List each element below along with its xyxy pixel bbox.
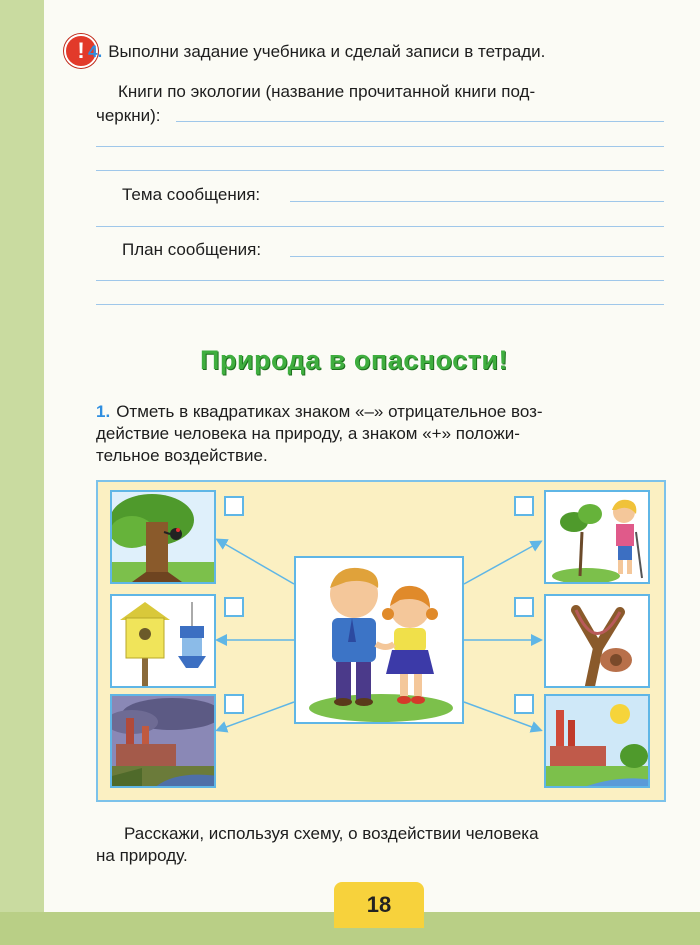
girl-planting-tree-picture xyxy=(544,490,650,584)
birdhouse-feeder-picture xyxy=(110,594,216,688)
page-number: 18 xyxy=(334,882,424,928)
topic-label: Тема сообщения: xyxy=(122,185,261,204)
task1-line1: 1. Отметь в квадратиках знаком «–» отрицательное воз- xyxy=(96,402,543,421)
children-picture xyxy=(294,556,464,724)
section-title: Природа в опасности! xyxy=(200,345,508,375)
closing-line1: Расскажи, используя схему, о воздействии человека xyxy=(124,824,539,843)
page-margin-left xyxy=(0,0,44,945)
answer-line[interactable] xyxy=(96,280,664,281)
answer-checkbox[interactable] xyxy=(224,597,244,617)
clean-factory-picture xyxy=(544,694,650,788)
answer-line[interactable] xyxy=(96,146,664,147)
task4-number: 4. xyxy=(88,42,103,61)
tree-woodpecker-picture xyxy=(110,490,216,584)
task4-text: Выполни задание учебника и сделай записи в тетради. xyxy=(108,42,546,61)
task1-line3: тельное воздействие. xyxy=(96,446,268,465)
task1-line2: действие человека на природу, а знаком «+» положи- xyxy=(96,424,520,443)
answer-line[interactable] xyxy=(96,226,664,227)
answer-line[interactable] xyxy=(96,170,664,171)
task1-number: 1. xyxy=(96,402,111,421)
books-label-line2: черкни): xyxy=(96,106,161,125)
exclamation-icon: ! xyxy=(64,34,98,68)
answer-line[interactable] xyxy=(290,256,664,257)
polluting-factory-picture xyxy=(110,694,216,788)
slingshot-picture xyxy=(544,594,650,688)
plan-label: План сообщения: xyxy=(122,240,262,259)
answer-line[interactable] xyxy=(176,121,664,122)
answer-line[interactable] xyxy=(96,304,664,305)
answer-checkbox[interactable] xyxy=(224,694,244,714)
answer-checkbox[interactable] xyxy=(514,597,534,617)
answer-checkbox[interactable] xyxy=(224,496,244,516)
answer-line[interactable] xyxy=(290,201,664,202)
task4-heading xyxy=(88,40,545,64)
answer-checkbox[interactable] xyxy=(514,694,534,714)
answer-checkbox[interactable] xyxy=(514,496,534,516)
closing-line2: на природу. xyxy=(96,846,188,865)
books-label-line1: Книги по экологии (название прочитанной книги под- xyxy=(118,82,536,101)
